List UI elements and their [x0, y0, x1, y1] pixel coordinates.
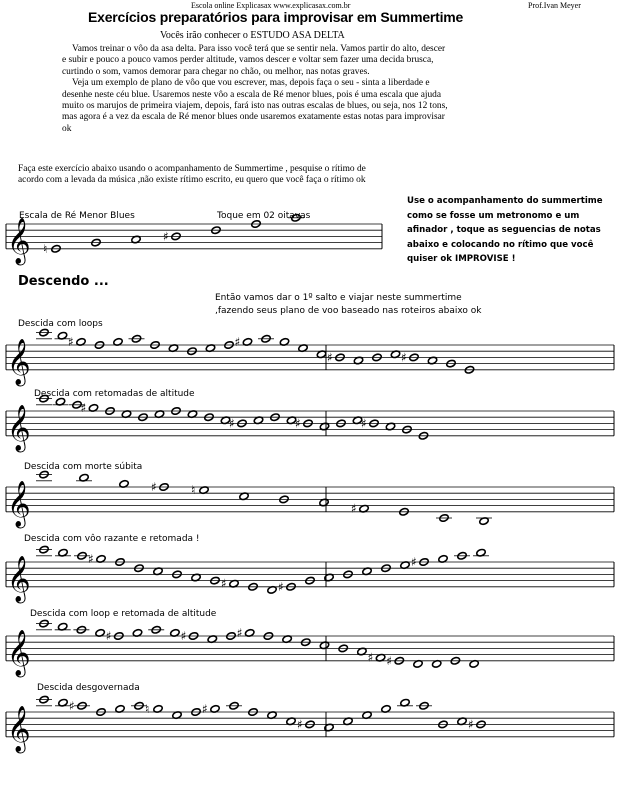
sharp-icon: ♯: [401, 350, 407, 365]
octaves-label: Toque em 02 oitavas: [217, 211, 311, 221]
treble-clef-icon: 𝄞: [7, 217, 31, 264]
sharp-icon: ♯: [295, 416, 301, 431]
exercise-label-6: Descida desgovernada: [37, 683, 140, 693]
page-title: Exercícios preparatórios para improvisar em Summertime: [88, 9, 464, 25]
sharp-icon: ♯: [386, 653, 393, 668]
sharp-icon: ♯: [351, 501, 357, 516]
sharp-icon: ♯: [69, 698, 75, 713]
sharp-icon: ♯: [151, 480, 157, 494]
natural-icon: ♮: [191, 483, 196, 498]
intro-paragraph-2: Veja um exemplo de plano de vôo que vou escrever, mas, depois faça o seu - sinta a liberdade e desenhe neste céu blue. Usaremos neste vôo a escala de Ré menor blues, pois é uma escala que ajuda muito os marujos de primeira viajem, depois, fará isto nas outras escalas de blues, ou seja, nos 12 tons, mas agora é a vez da escala de Ré menor blues onde usaremos exatamente estas notas para improvisar ok: [62, 78, 448, 134]
treble-clef-icon: 𝄞: [7, 338, 31, 385]
exercise-label-4: Descida com vôo razante e retomada !: [24, 534, 200, 544]
treble-clef-icon: 𝄞: [7, 404, 31, 451]
sharp-icon: ♯: [411, 555, 417, 569]
exercise-label-1: Descida com loops: [18, 319, 103, 329]
sharp-icon: ♯: [163, 229, 169, 244]
exercise-label-5: Descida com loop e retomada de altitude: [30, 609, 217, 619]
treble-clef-icon: 𝄞: [7, 555, 31, 602]
treble-clef-icon: 𝄞: [7, 480, 31, 527]
sharp-icon: ♯: [80, 400, 87, 415]
sharp-icon: ♯: [68, 334, 74, 349]
sharp-icon: ♯: [221, 576, 227, 591]
sharp-icon: ♯: [236, 625, 243, 640]
page-subtitle: Vocês irão conhecer o ESTUDO ASA DELTA: [160, 30, 345, 41]
natural-icon: ♮: [43, 241, 48, 256]
sharp-icon: ♯: [234, 334, 241, 349]
exercise-note: Faça este exercício abaixo usando o acompanhamento de Summertime , pesquise o rítimo de acordo com a levada da música ,não existe rítimo escrito, eu quero que você faça o rítimo ok: [18, 164, 366, 186]
natural-icon: ♮: [145, 701, 150, 716]
exercise-label-2: Descida com retomadas de altitude: [34, 389, 195, 399]
sharp-icon: ♯: [105, 629, 112, 643]
sharp-icon: ♯: [88, 551, 94, 566]
sharp-icon: ♯: [367, 650, 374, 665]
sharp-icon: ♯: [297, 717, 303, 732]
sharp-icon: ♯: [468, 717, 474, 732]
exercise-label-3: Descida com morte súbita: [24, 462, 143, 472]
treble-clef-icon: 𝄞: [7, 629, 31, 676]
header-teacher: Prof.Ivan Meyer: [528, 1, 581, 10]
sharp-icon: ♯: [278, 579, 284, 594]
scale-label: Escala de Ré Menor Blues: [19, 211, 135, 221]
jump-note: Então vamos dar o 1º salto e viajar neste summertime ,fazendo seus plano de voo baseado nas roteiros abaixo ok: [215, 293, 482, 316]
sharp-icon: ♯: [202, 701, 208, 716]
intro-paragraph-1: Vamos treinar o vôo da asa delta. Para isso você terá que se sentir nela. Vamos partir do alto, descer e subir e pouco a pouco vamos perder altitude, vamos descer e voltar sem fazer uma decida brusca, curtindo o som, vamos demorar para chegar no chão, ou melhor, nas notas graves.: [62, 44, 446, 77]
treble-clef-icon: 𝄞: [7, 705, 31, 752]
descending-heading: Descendo ...: [18, 274, 109, 289]
sharp-icon: ♯: [327, 350, 333, 365]
advice-text: Use o acompanhamento do summertime como se fosse um metronomo e um afinador , toque as seguencias de notas abaixo e colocando no rítimo que você quiser ok IMPROVISE !: [407, 196, 603, 264]
sharp-icon: ♯: [229, 416, 235, 431]
sharp-icon: ♯: [180, 629, 187, 643]
sharp-icon: ♯: [361, 416, 367, 431]
header-school: Escola online Explicasax www.explicasax.com.br: [191, 1, 351, 10]
